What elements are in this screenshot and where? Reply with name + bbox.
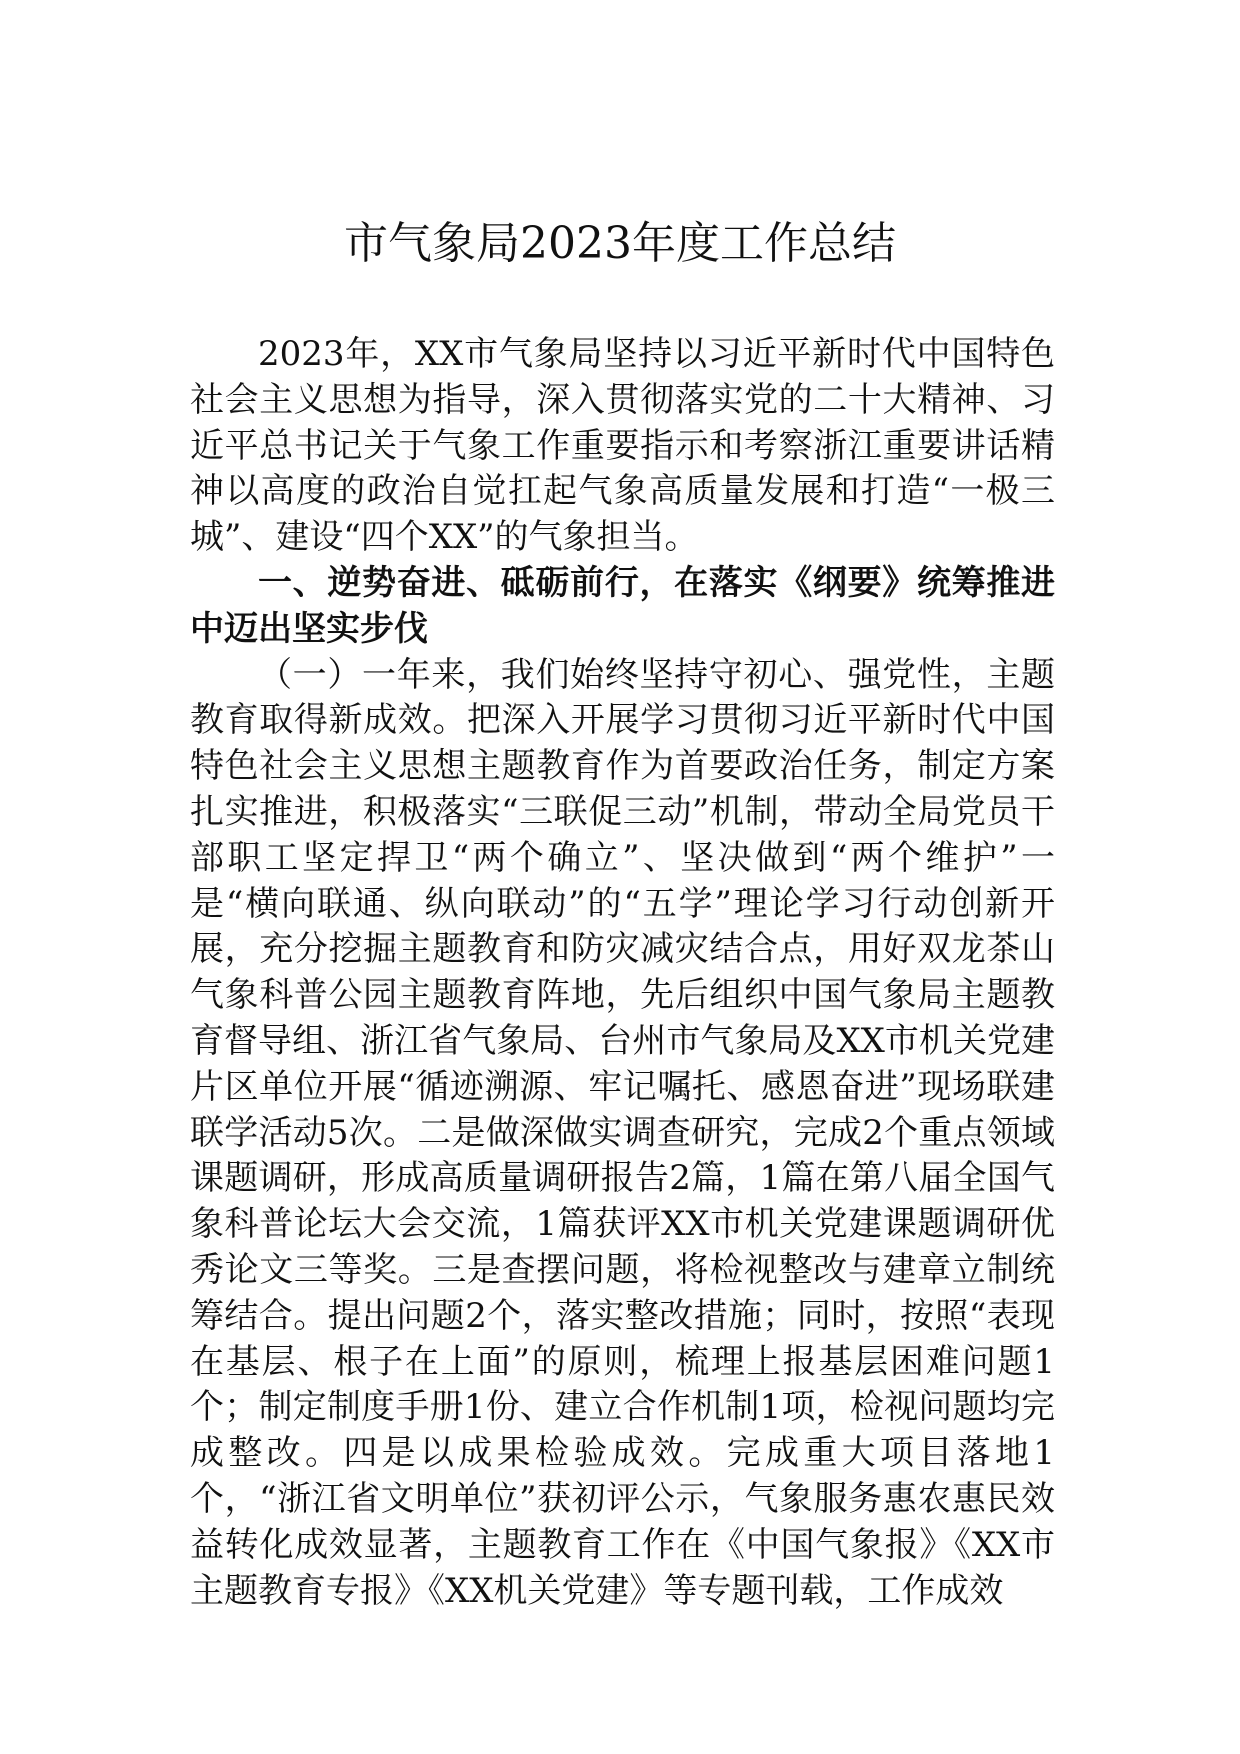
section-paragraph: （一）一年来，我们始终坚持守初心、强党性，主题教育取得新成效。把深入开展学习贯彻习近平新时代中国特色社会主义思想主题教育作为首要政治任务，制定方案扎实推进，积极落实“三联促三动”机制，带动全局党员干部职工坚定捍卫“两个确立”、坚决做到“两个维护”一是“横向联通、纵向联动”的“五学”理论学习行动创新开展，充分挖掘主题教育和防灾减灾结合点，用好双龙茶山气象科普公园主题教育阵地，先后组织中国气象局主题教育督导组、浙江省气象局、台州市气象局及XX市机关党建片区单位开展“循迹溯源、牢记嘱托、感恩奋进”现场联建联学活动5次。二是做深做实调查研究，完成2个重点领域课题调研，形成高质量调研报告2篇，1篇在第八届全国气象科普论坛大会交流，1篇获评XX市机关党建课题调研优秀论文三等奖。三是查摆问题，将检视整改与建章立制统筹结合。提出问题2个，落实整改措施；同时，按照“表现在基层、根子在上面”的原则，梳理上报基层困难问题1个；制定制度手册1份、建立合作机制1项，检视问题均完成整改。四是以成果检验成效。完成重大项目落地1个，“浙江省文明单位”获初评公示，气象服务惠农惠民效益转化成效显著，主题教育工作在《中国气象报》《XX市主题教育专报》《XX机关党建》等专题刊载，工作成效 xyxy=(190,654,1055,1611)
document-body xyxy=(190,332,1055,1614)
section-heading: 一、逆势奋进、砥砺前行，在落实《纲要》统筹推进中迈出坚实步伐 xyxy=(190,562,1055,649)
document-title: 市气象局2023年度工作总结 xyxy=(344,218,896,269)
intro-paragraph: 2023年，XX市气象局坚持以习近平新时代中国特色社会主义思想为指导，深入贯彻落实党的二十大精神、习近平总书记关于气象工作重要指示和考察浙江重要讲话精神以高度的政治自觉扛起气象高质量发展和打造“一极三城”、建设“四个XX”的气象担当。 xyxy=(190,334,1055,558)
